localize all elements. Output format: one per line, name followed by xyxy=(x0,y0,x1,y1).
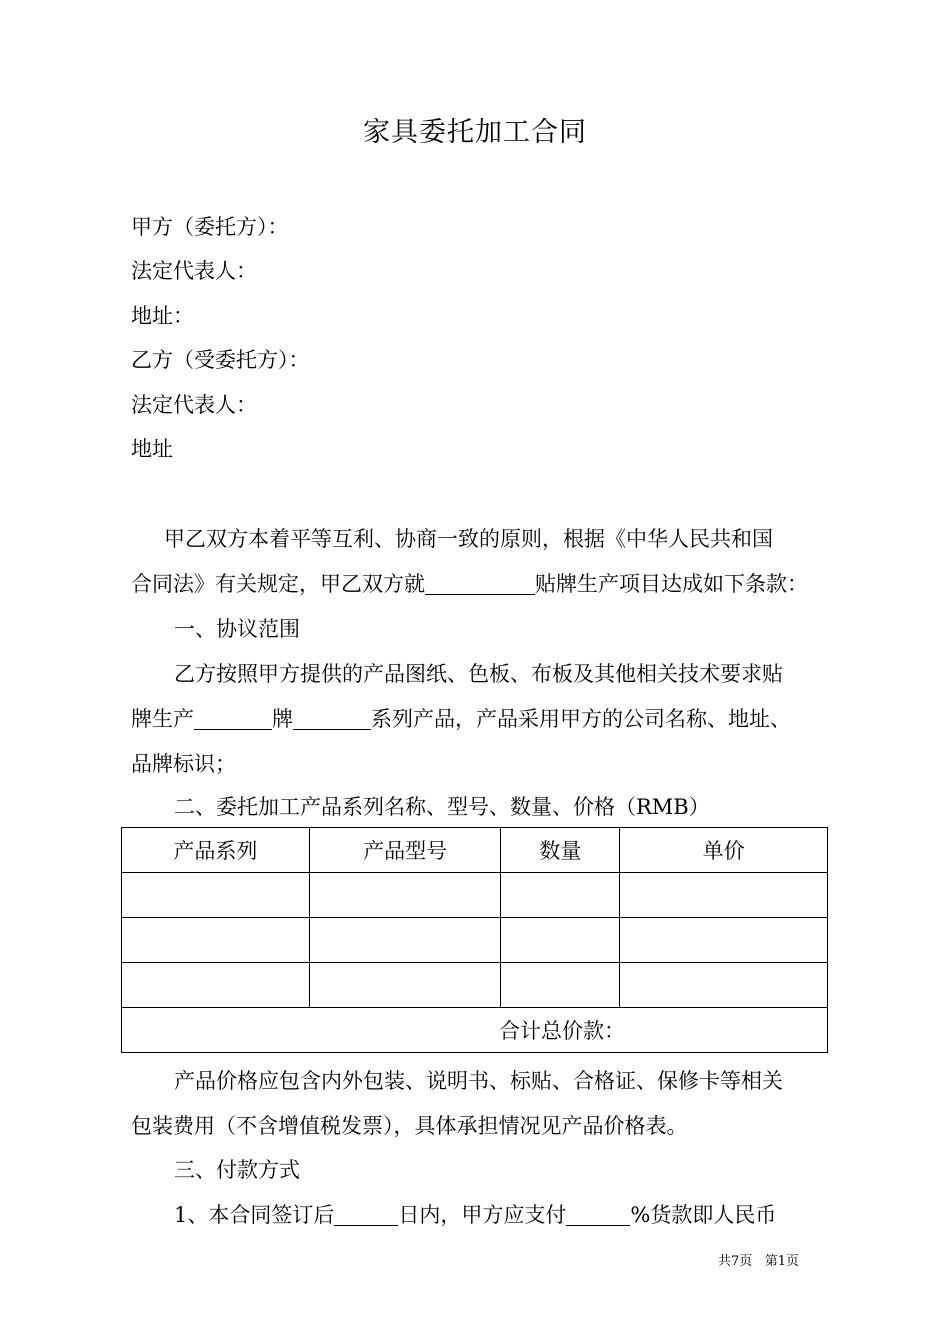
party-a-address-label: 地址： xyxy=(131,304,194,328)
percent-blank xyxy=(566,1201,630,1226)
header-product-model: 产品型号 xyxy=(309,828,501,873)
price-note-line-2: 包装费用（不含增值税发票），具体承担情况见产品价格表。 xyxy=(131,1114,688,1138)
section-1-heading: 一、协议范围 xyxy=(174,617,300,641)
current-page: 第1页 xyxy=(764,1254,799,1269)
table-row xyxy=(122,963,828,1008)
intro-line-1: 甲乙双方本着平等互利、协商一致的原则，根据《中华人民共和国 xyxy=(164,527,773,551)
section-1-line-3: 品牌标识； xyxy=(131,752,236,776)
table-cell xyxy=(309,873,501,918)
header-unit-price: 单价 xyxy=(620,828,828,873)
payment-text-c: %货款即人民币 xyxy=(630,1203,777,1227)
payment-text-a: 1、本合同签订后 xyxy=(174,1203,335,1227)
header-product-series: 产品系列 xyxy=(122,828,310,873)
series-blank xyxy=(293,705,371,730)
table-cell xyxy=(620,918,828,963)
table-total-row xyxy=(122,1008,828,1053)
party-b-address-label: 地址 xyxy=(131,437,173,461)
table-cell xyxy=(501,918,620,963)
table-cell xyxy=(309,918,501,963)
intro-text-a: 合同法》有关规定，甲乙双方就 xyxy=(131,572,425,596)
section-3-heading: 三、付款方式 xyxy=(174,1158,300,1182)
section-2-heading: 二、委托加工产品系列名称、型号、数量、价格（RMB） xyxy=(174,795,710,819)
table-cell xyxy=(501,963,620,1008)
payment-text-b: 日内，甲方应支付 xyxy=(398,1203,567,1227)
section-1-line-1: 乙方按照甲方提供的产品图纸、色板、布板及其他相关技术要求贴 xyxy=(174,662,783,686)
table-cell xyxy=(122,873,310,918)
header-quantity: 数量 xyxy=(501,828,620,873)
table-cell xyxy=(501,873,620,918)
section-1-text-c: 系列产品，产品采用甲方的公司名称、地址、 xyxy=(371,707,791,731)
total-price-label: 合计总价款： xyxy=(122,1008,828,1053)
section-1-line-2 xyxy=(131,704,791,734)
table-cell xyxy=(122,918,310,963)
party-b-label: 乙方（受委托方）： xyxy=(131,348,310,372)
table-header-row xyxy=(122,828,828,873)
section-1-text-b: 牌 xyxy=(272,707,293,731)
project-name-blank xyxy=(425,570,535,595)
table-cell xyxy=(309,963,501,1008)
section-1-text-a: 牌生产 xyxy=(131,707,194,731)
brand-blank xyxy=(194,705,272,730)
table-row xyxy=(122,918,828,963)
table-cell xyxy=(620,963,828,1008)
intro-text-b: 贴牌生产项目达成如下条款： xyxy=(535,572,808,596)
party-a-representative-label: 法定代表人： xyxy=(131,259,257,283)
party-b-representative-label: 法定代表人： xyxy=(131,393,257,417)
intro-line-2 xyxy=(131,569,808,599)
document-title: 家具委托加工合同 xyxy=(363,117,587,148)
table-cell xyxy=(122,963,310,1008)
product-table xyxy=(121,827,828,1053)
section-3-item-1 xyxy=(174,1200,776,1230)
table-row xyxy=(122,873,828,918)
party-a-label: 甲方（委托方）： xyxy=(131,215,289,239)
page-footer xyxy=(718,1250,799,1269)
days-blank xyxy=(334,1201,398,1226)
price-note-line-1: 产品价格应包含内外包装、说明书、标贴、合格证、保修卡等相关 xyxy=(174,1069,783,1093)
total-pages: 共7页 xyxy=(718,1254,753,1269)
table-cell xyxy=(620,873,828,918)
